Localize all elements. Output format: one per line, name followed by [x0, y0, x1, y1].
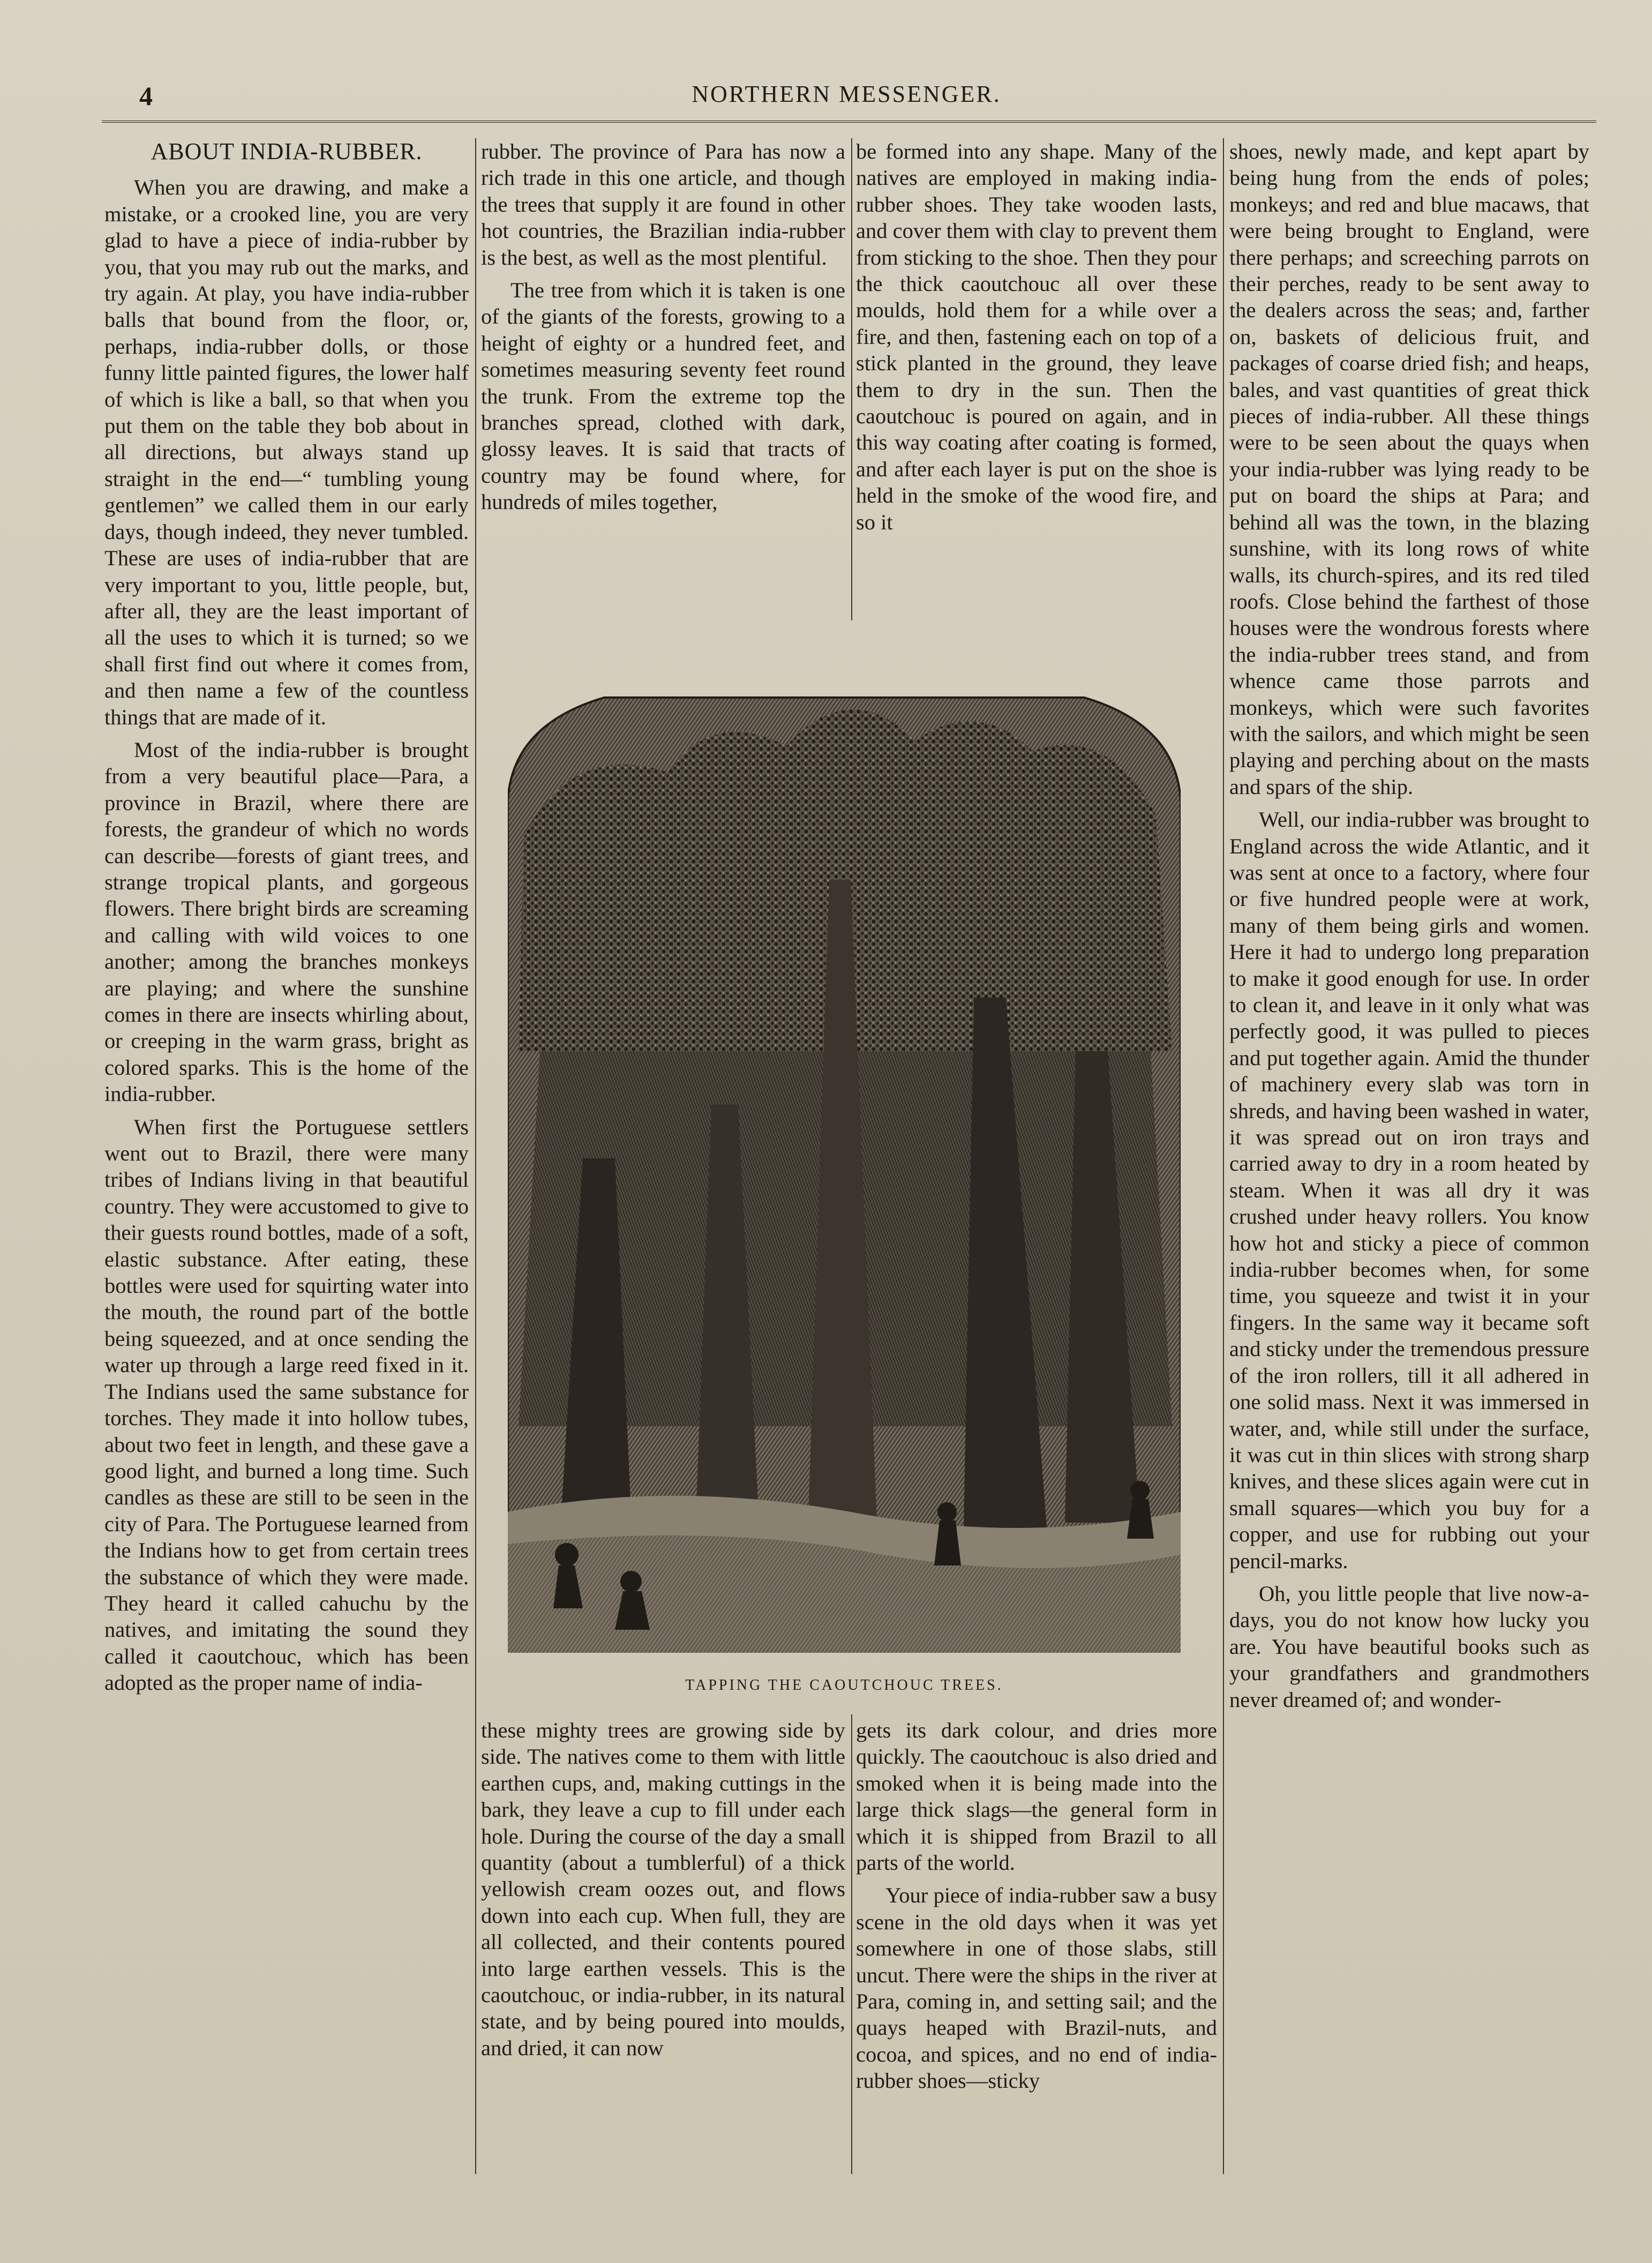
paragraph: The tree from which it is taken is one of the giants of the forests, growing to a height of eighty or a hundred feet, and sometimes measuring seventy feet round the trunk. From the extreme top the branches spread, clothed with dark, glossy leaves. It is said that tracts of country may be found where, for hundreds of miles together,: [481, 278, 845, 514]
illustration-caption: TAPPING THE CAOUTCHOUC TREES.: [685, 1677, 1003, 1693]
page-number: 4: [139, 81, 153, 111]
masthead: NORTHERN MESSENGER.: [692, 81, 1001, 107]
column-3-bottom: [856, 1717, 1217, 2101]
column-rule-3: [1223, 138, 1224, 2174]
paragraph: these mighty trees are growing side by side. The natives come to them with little earthen cups, and, making cuttings in the bark, they leave a cup to fill under each hole. During the course of the day a small quantity (about a tumblerful) of a thick yellowish cream oozes out, and flows down into each cup. When full, they are all collected, and their contents poured into large earthen vessels. This is the caoutchouc, or india-rubber, in its natural state, and by being poured into moulds, and dried, it can now: [481, 1718, 845, 2060]
forest-engraving: [508, 676, 1181, 1653]
column-rule-2: [851, 138, 852, 620]
paragraph: Oh, you little people that live now-a-days, you do not know how lucky you are. You have beautiful books such as your grandfathers and grandmothers never dreamed of; and wonder-: [1229, 1581, 1589, 1712]
article-title: ABOUT INDIA-RUBBER.: [151, 138, 423, 164]
column-rule-2b: [851, 1714, 852, 2174]
column-1: [104, 138, 469, 1703]
paragraph: Well, our india-rubber was brought to England across the wide Atlantic, and it was sent at once to a factory, where four or five hundred people were at work, many of them being girls and women. Here it had to undergo long preparation to make it good enough for use. In order to clean it, and leave in it only what was perfectly good, it was pulled to pieces and put together again. Amid the thunder of machinery every slab was torn in shreds, and having been washed in water, it was spread out on iron trays and carried away to dry in a room heated by steam. When it was all dry it was crushed under heavy rollers. You know how hot and sticky a piece of common india-rubber becomes when, for some time, you squeeze and twist it in your fingers. In the same way it became soft and sticky under the tremendous pressure of the iron rollers, till it all adhered in one solid mass. Next it was immersed in water, and, while still under the surface, it was cut in thin slices with strong sharp knives, and these slices again were cut in small squares—which you buy for a copper, and use for rubbing out your pencil-marks.: [1229, 807, 1589, 1573]
paragraph: Your piece of india-rubber saw a busy scene in the old days when it was yet somewhere in one of those slabs, still uncut. There were the ships in the river at Para, coming in, and setting sail; and the quays heaped with Brazil-nuts, and cocoa, and spices, and no end of india-rubber shoes—sticky: [856, 1883, 1217, 2093]
column-3-top: [856, 138, 1217, 542]
column-2-bottom: [481, 1717, 845, 2067]
paragraph: be formed into any shape. Many of the natives are employed in making india-rubber shoes. They take wooden lasts, and cover them with clay to prevent them from sticking to the shoe. Then they pour the thick caoutchouc all over these moulds, hold them for a while over a fire, and then, fastening each on top of a stick planted in the ground, they leave them to dry in the sun. Then the caoutchouc is poured on again, and in this way coating after coating is formed, and after each layer is put on the shoe is held in the smoke of the wood fire, and so it: [856, 139, 1217, 534]
column-rule-1: [475, 138, 476, 2174]
paragraph: rubber. The province of Para has now a rich trade in this one article, and though the trees that supply it are found in other hot countries, the Brazilian india-rubber is the best, as well as the most plentiful.: [481, 139, 845, 269]
page-header: [96, 80, 1596, 118]
header-rule: [102, 121, 1596, 123]
paragraph: When first the Portuguese settlers went out to Brazil, there were many tribes of Indians living in that beautiful country. They were accustomed to give to their guests round bottles, made of a soft, elastic substance. After eating, these bottles were used for squirting water into the mouth, the round part of the bottle being squeezed, and at once sending the water up through a large reed fixed in it. The Indians used the same substance for torches. They made it into hollow tubes, about two feet in length, and these gave a good light, and burned a long time. Such candles as these are still to be seen in the city of Para. The Portuguese learned from the Indians how to get from certain trees the substance of which they were made. They heard it called cahuchu by the natives, and imitating the sound they called it caoutchouc, which has been adopted as the proper name of india-: [104, 1114, 469, 1695]
column-4: [1229, 138, 1589, 1719]
paragraph: gets its dark colour, and dries more quickly. The caoutchouc is also dried and smoked when it is being made into the large thick slags—the general form in which it is shipped from Brazil to all parts of the world.: [856, 1718, 1217, 1875]
paragraph: Most of the india-rubber is brought from a very beautiful place—Para, a province in Brazil, where there are forests, the grandeur of which no words can describe—forests of giant trees, and strange tropical plants, and gorgeous flowers. There bright birds are screaming and calling with wild voices to one another; among the branches monkeys are playing; and where the sunshine comes in there are insects whirling about, or creeping in the warm grass, bright as colored sparks. This is the home of the india-rubber.: [104, 737, 469, 1106]
paragraph: When you are drawing, and make a mistake, or a crooked line, you are very glad to have a piece of india-rubber by you, that you may rub out the marks, and try again. At play, you have india-rubber balls that bound from the floor, or, perhaps, india-rubber dolls, or those funny little painted figures, the lower half of which is like a ball, so that when you put them on the table they bob about in all directions, but always stand up straight in the end—“ tumbling young gentlemen” we called them in our early days, though indeed, they never tumbled. These are uses of india-rubber that are very important to you, little people, but, after all, they are the least important of all the uses to which it is turned; so we shall first find out where it comes from, and then name a few of the countless things that are made of it.: [104, 175, 469, 729]
paragraph: shoes, newly made, and kept apart by being hung from the ends of poles; monkeys; and red and blue macaws, that were being brought to England, were there perhaps; and screeching parrots on their perches, ready to be sent away to the dealers across the seas; and, farther on, baskets of delicious fruit, and packages of coarse dried fish; and heaps, bales, and vast quantities of great thick pieces of india-rubber. All these things were to be seen about the quays when your india-rubber was lying ready to be put on board the ships at Para; and behind all was the town, in the blazing sunshine, with its long rows of white walls, its church-spires, and its red tiled roofs. Close behind the farthest of those houses were the wondrous forests where the india-rubber trees stand, and from whence came those parrots and monkeys, which were such favorites with the sailors, and which might be seen playing and perching about on the masts and spars of the ship.: [1229, 139, 1589, 799]
column-2-top: [481, 138, 845, 522]
